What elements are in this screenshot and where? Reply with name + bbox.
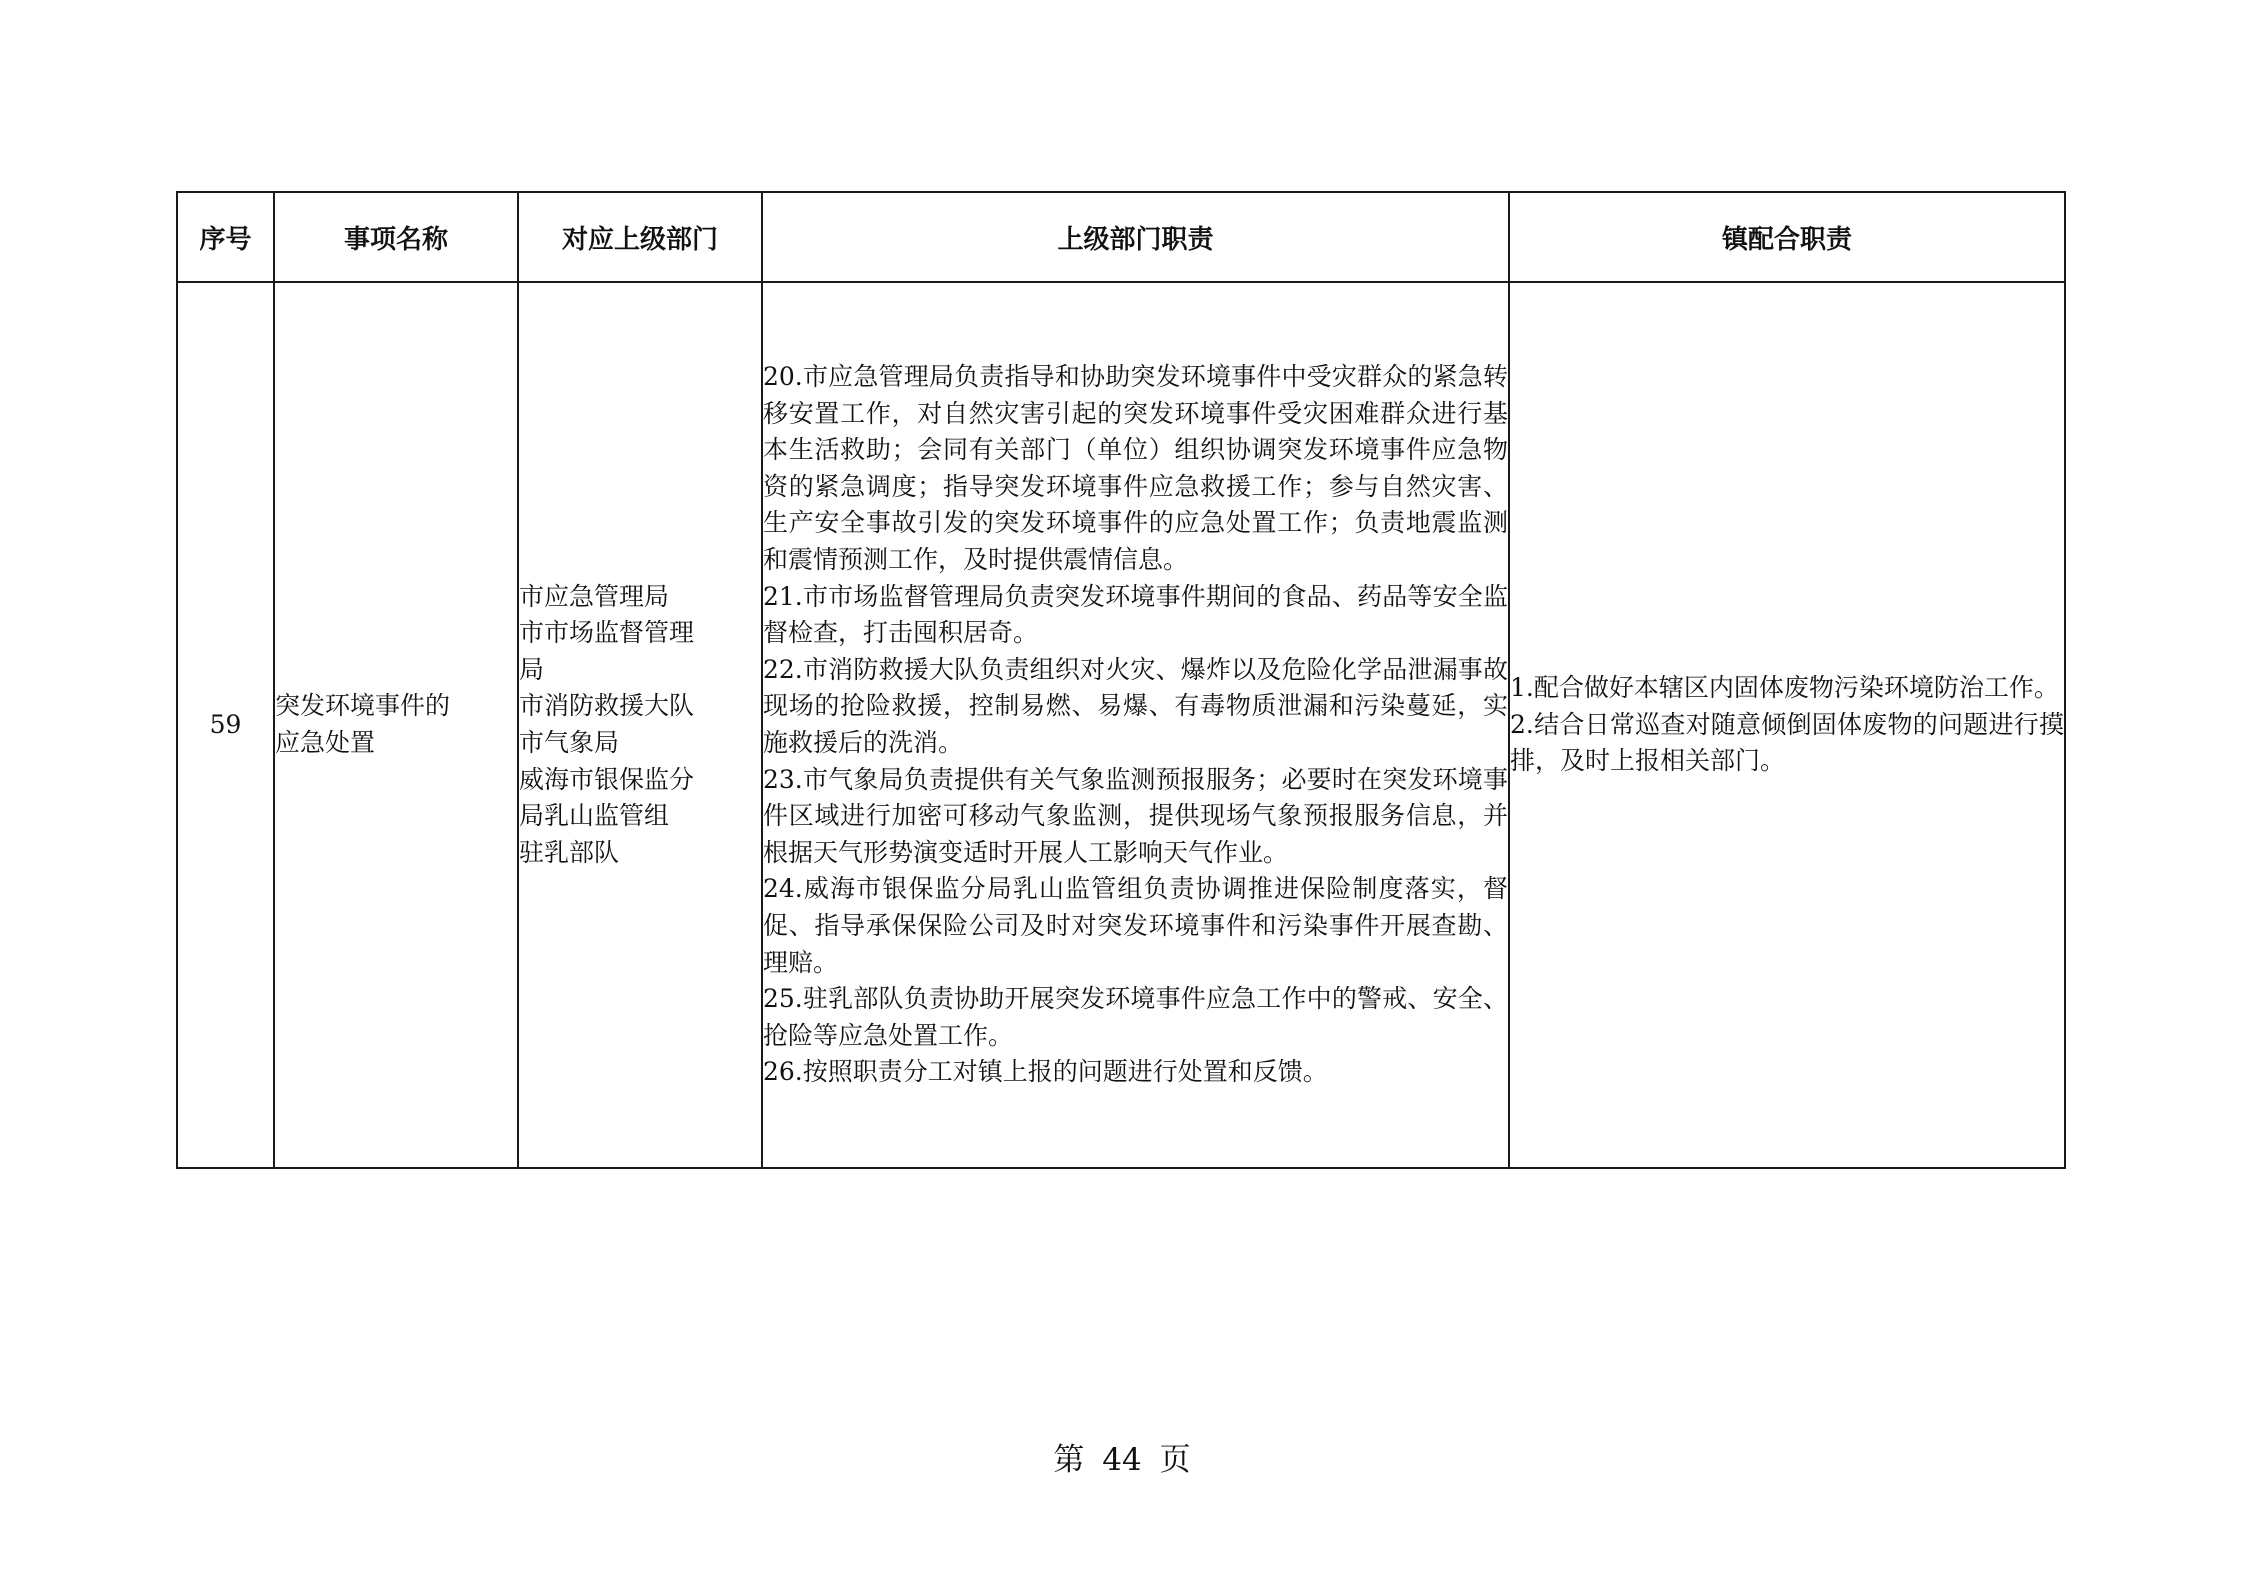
dept-line: 局乳山监管组 bbox=[519, 801, 670, 831]
dept-line: 市应急管理局 bbox=[519, 581, 670, 611]
upper-duty-item: 25.驻乳部队负责协助开展突发环境事件应急工作中的警戒、安全、抢险等应急处置工作。 bbox=[763, 984, 1508, 1050]
upper-duty-item: 23.市气象局负责提供有关气象监测预报服务；必要时在突发环境事件区域进行加密可移动气象监测，提供现场气象预报服务信息，并根据天气形势演变适时开展人工影响天气作业。 bbox=[763, 764, 1508, 867]
dept-line: 威海市银保监分 bbox=[519, 764, 695, 794]
cell-upper-duty bbox=[762, 282, 1509, 1168]
page-number: 第 44 页 bbox=[1053, 1442, 1191, 1478]
header-dept: 对应上级部门 bbox=[518, 192, 762, 282]
upper-duty-item: 26.按照职责分工对镇上报的问题进行处置和反馈。 bbox=[763, 1057, 1328, 1087]
dept-line: 驻乳部队 bbox=[519, 837, 620, 867]
header-seq: 序号 bbox=[177, 192, 274, 282]
dept-line: 局 bbox=[519, 654, 545, 684]
cell-item-name bbox=[274, 282, 518, 1168]
header-upper-duty: 上级部门职责 bbox=[762, 192, 1509, 282]
dept-line: 市气象局 bbox=[519, 728, 620, 757]
dept-line: 市消防救援大队 bbox=[519, 691, 695, 721]
table-row bbox=[177, 282, 2065, 1168]
upper-duty-item: 20.市应急管理局负责指导和协助突发环境事件中受灾群众的紧急转移安置工作，对自然灾害引起的突发环境事件受灾困难群众进行基本生活救助；会同有关部门（单位）组织协调突发环境事件应急物资的紧急调度；指导突发环境事件应急救援工作；参与自然灾害、生产安全事故引发的突发环境事件的应急处置工作；负责地震监测和震情预测工作，及时提供震情信息。 bbox=[763, 362, 1508, 575]
header-town-duty: 镇配合职责 bbox=[1509, 192, 2065, 282]
header-item-name: 事项名称 bbox=[274, 192, 518, 282]
item-name-line: 突发环境事件的 bbox=[275, 691, 451, 721]
cell-seq: 59 bbox=[177, 282, 274, 1168]
duty-table bbox=[176, 191, 2066, 1169]
town-duty-item: 1.配合做好本辖区内固体废物污染环境防治工作。 bbox=[1510, 673, 2059, 703]
table-header-row bbox=[177, 192, 2065, 282]
item-name-line: 应急处置 bbox=[275, 728, 376, 757]
upper-duty-item: 24.威海市银保监分局乳山监管组负责协调推进保险制度落实，督促、指导承保保险公司及时对突发环境事件和污染事件开展查勘、理赔。 bbox=[763, 874, 1508, 977]
upper-duty-item: 22.市消防救援大队负责组织对火灾、爆炸以及危险化学品泄漏事故现场的抢险救援，控制易燃、易爆、有毒物质泄漏和污染蔓延，实施救援后的洗消。 bbox=[763, 654, 1508, 757]
upper-duty-item: 21.市市场监督管理局负责突发环境事件期间的食品、药品等安全监督检查，打击囤积居奇。 bbox=[763, 581, 1508, 648]
dept-line: 市市场监督管理 bbox=[519, 618, 695, 648]
town-duty-item: 2.结合日常巡查对随意倾倒固体废物的问题进行摸排，及时上报相关部门。 bbox=[1510, 709, 2064, 776]
cell-dept bbox=[518, 282, 762, 1168]
cell-town-duty bbox=[1509, 282, 2065, 1168]
